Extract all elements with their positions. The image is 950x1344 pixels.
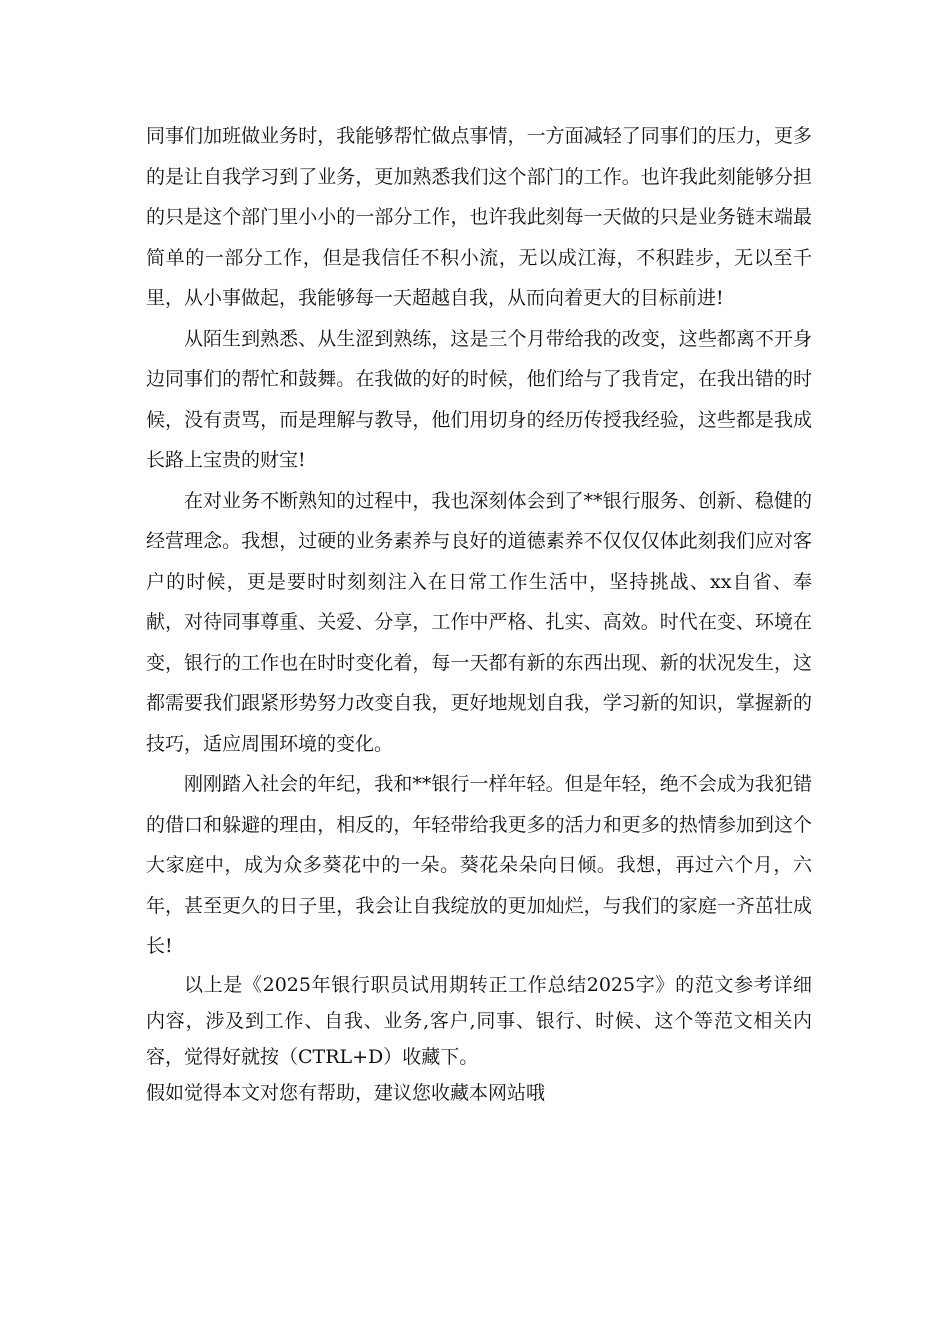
paragraph-5-summary: 以上是《2025年银行职员试用期转正工作总结2025字》的范文参考详细内容，涉及到工作、自我、业务,客户,同事、银行、时候、这个等范文相关内容，觉得好就按（CTRL+D）收藏下。 xyxy=(146,973,812,1068)
paragraph-2: 从陌生到熟悉、从生涩到熟练，这是三个月带给我的改变，这些都离不开身边同事们的帮忙和鼓舞。在我做的好的时候，他们给与了我肯定，在我出错的时候，没有责骂，而是理解与教导，他们用切身的经历传授我经验，这些都是我成长路上宝贵的财宝! xyxy=(146,327,812,471)
paragraph-4: 刚刚踏入社会的年纪，我和**银行一样年轻。但是年轻，绝不会成为我犯错的借口和躲避的理由，相反的，年轻带给我更多的活力和更多的热情参加到这个大家庭中，成为众多葵花中的一朵。葵花朵朵向日倾。我想，再过六个月，六年，甚至更久的日子里，我会让自我绽放的更加灿烂，与我们的家庭一齐茁壮成长! xyxy=(146,773,812,957)
paragraph-1: 同事们加班做业务时，我能够帮忙做点事情，一方面减轻了同事们的压力，更多的是让自我学习到了业务，更加熟悉我们这个部门的工作。也许我此刻能够分担的只是这个部门里小小的一部分工作，也许我此刻每一天做的只是业务链末端最简单的一部分工作，但是我信任不积小流，无以成江海，不积跬步，无以至千里，从小事做起，我能够每一天超越自我，从而向着更大的目标前进! xyxy=(146,125,812,309)
document-body xyxy=(146,116,812,1111)
footer-note: 假如觉得本文对您有帮助，建议您收藏本网站哦 xyxy=(146,1081,546,1104)
paragraph-3: 在对业务不断熟知的过程中，我也深刻体会到了**银行服务、创新、稳健的经营理念。我想，过硬的业务素养与良好的道德素养不仅仅仅体此刻我们应对客户的时候，更是要时时刻刻注入在日常工作生活中，坚持挑战、xx自省、奉献，对待同事尊重、关爱、分享，工作中严格、扎实、高效。时代在变、环境在变，银行的工作也在时时变化着，每一天都有新的东西出现、新的状况发生，这都需要我们跟紧形势努力改变自我，更好地规划自我，学习新的知识，掌握新的技巧，适应周围环境的变化。 xyxy=(146,489,812,755)
